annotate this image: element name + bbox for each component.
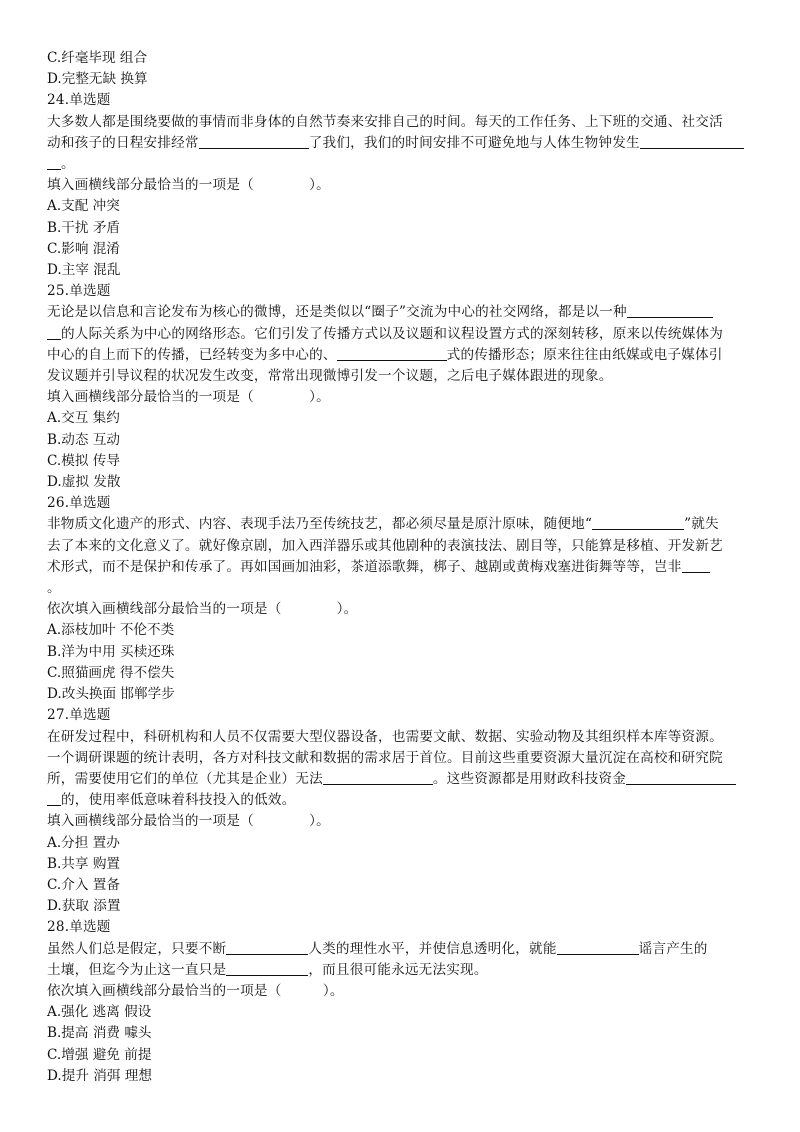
question-text-line [47, 557, 759, 578]
question-block [47, 917, 759, 1087]
answer-option: A.分担 置办 [47, 834, 120, 851]
question-text-line [47, 154, 759, 175]
option-d: D.完整无缺 换算 [47, 71, 148, 88]
answer-option: B.洋为中用 买椟还珠 [47, 643, 175, 660]
question-text-line [47, 727, 759, 748]
question-text-line [47, 366, 759, 387]
answer-option: D.获取 添置 [47, 898, 121, 915]
question-text-line [47, 769, 759, 790]
answer-option: C.增强 避免 前提 [47, 1046, 152, 1063]
fill-in-blank [323, 769, 433, 785]
previous-question-options [47, 48, 759, 90]
fill-in-blank [557, 939, 639, 955]
question-text: 无论是以信息和言论发布为核心的微博，还是类似以“圈子”交流为中心的社交网络，都是以一种 [47, 304, 627, 321]
question-header: 26.单选题 [47, 495, 111, 512]
question-text: 。 [61, 156, 75, 173]
answer-option: D.虚拟 发散 [47, 474, 121, 491]
question-header: 28.单选题 [47, 919, 111, 936]
question-text: 。 [47, 580, 61, 597]
answer-option: B.干扰 矛盾 [47, 219, 121, 236]
question-text-line [47, 790, 759, 811]
question-text: 虽然人们总是假定，只要不断 [47, 940, 227, 957]
question-text: 非物质文化遗产的形式、内容、表现手法乃至传统技艺，都必须尽量是原汁原味，随便地“ [47, 516, 593, 533]
answer-option: D.改头换面 邯郸学步 [47, 686, 175, 703]
fill-in-blank [199, 133, 309, 149]
question-block [47, 493, 759, 705]
fill-in-blank [640, 133, 744, 149]
fill-in-blank [682, 557, 710, 573]
question-text-line [47, 514, 759, 535]
answer-option: C.介入 置备 [47, 876, 120, 893]
question-text-line [47, 536, 759, 557]
question-text: 动和孩子的日程安排经常 [47, 134, 199, 151]
document-page [47, 48, 759, 1087]
fill-in-blank [226, 939, 308, 955]
question-text: 式的传播形态；原来往往由纸媒或电子媒体引 [446, 346, 723, 363]
question-prompt: 依次填入画横线部分最恰当的一项是（ ）。 [47, 601, 358, 618]
answer-option: A.交互 集约 [47, 410, 120, 427]
answer-option: D.主宰 混乱 [47, 262, 121, 279]
question-header: 25.单选题 [47, 283, 111, 300]
answer-option: A.添枝加叶 不伦不类 [47, 622, 175, 639]
question-text: 去了本来的文化意义了。就好像京剧，加入西洋器乐或其他剧种的表演技法、剧目等，只能算是移植、开发新艺 [47, 537, 723, 554]
question-text-line [47, 302, 759, 323]
question-text-line [47, 345, 759, 366]
answer-option: D.提升 消弭 理想 [47, 1067, 152, 1084]
question-text: ”就失 [684, 516, 719, 533]
question-text: 一个调研课题的统计表明，各方对科技文献和数据的需求居于首位。目前这些重要资源大量沉淀在高校和研究院 [47, 749, 723, 766]
question-text: 发议题并引导议程的状况发生改变，常常出现微博引发一个议题，之后电子媒体跟进的现象。 [47, 368, 613, 385]
answer-option: C.影响 混淆 [47, 240, 120, 257]
answer-option: B.共享 购置 [47, 855, 121, 872]
question-prompt: 依次填入画横线部分最恰当的一项是（ ）。 [47, 982, 344, 999]
fill-in-blank [592, 514, 684, 530]
fill-in-blank [626, 769, 736, 785]
answer-option: C.模拟 传导 [47, 452, 120, 469]
question-text-line [47, 578, 759, 599]
question-text: 谣言产生的 [638, 940, 708, 957]
question-block [47, 90, 759, 281]
question-text-line [47, 324, 759, 345]
question-header: 24.单选题 [47, 92, 111, 109]
question-text: 人类的理性水平，并使信息透明化，就能 [308, 940, 557, 957]
answer-option: C.照猫画虎 得不偿失 [47, 664, 175, 681]
answer-option: A.强化 逃离 假设 [47, 1004, 152, 1021]
question-text: 。这些资源都是用财政科技资金 [432, 770, 626, 787]
question-text: 在研发过程中，科研机构和人员不仅需要大型仪器设备，也需要文献、数据、实验动物及其组织样本库等资源。 [47, 728, 723, 745]
question-text: 的，使用率低意味着科技投入的低效。 [61, 792, 296, 809]
question-text-line [47, 960, 759, 981]
fill-in-blank [47, 154, 61, 170]
question-block [47, 281, 759, 493]
answer-option: A.支配 冲突 [47, 198, 120, 215]
question-text-line [47, 748, 759, 769]
question-text: 所，需要使用它们的单位（尤其是企业）无法 [47, 770, 323, 787]
question-text-line [47, 133, 759, 154]
fill-in-blank [337, 345, 447, 361]
fill-in-blank [47, 324, 61, 340]
question-prompt: 填入画横线部分最恰当的一项是（ ）。 [47, 177, 330, 194]
fill-in-blank [226, 960, 308, 976]
question-prompt: 填入画横线部分最恰当的一项是（ ）。 [47, 389, 330, 406]
question-text: 大多数人都是围绕要做的事情而非身体的自然节奏来安排自己的时间。每天的工作任务、上下班的交通、社交活 [47, 113, 723, 130]
question-list [47, 90, 759, 1087]
question-text: 术形式，而不是保护和传承了。再如国画加油彩，茶道添歌舞，梆子、越剧或黄梅戏塞进街舞等等，岂非 [47, 558, 682, 575]
answer-option: B.提高 消费 噱头 [47, 1025, 152, 1042]
question-header: 27.单选题 [47, 707, 111, 724]
question-text-line [47, 939, 759, 960]
question-text: 中心的自上而下的传播，已经转变为多中心的、 [47, 346, 337, 363]
question-text: ，而且很可能永远无法实现。 [308, 961, 488, 978]
question-prompt: 填入画横线部分最恰当的一项是（ ）。 [47, 813, 330, 830]
fill-in-blank [47, 790, 61, 806]
option-c: C.纤毫毕现 组合 [47, 50, 148, 66]
question-text: 了我们，我们的时间安排不可避免地与人体生物钟发生 [308, 134, 640, 151]
question-text: 的人际关系为中心的网络形态。它们引发了传播方式以及议题和议程设置方式的深刻转移，原来以传统媒体为 [61, 325, 724, 342]
answer-option: B.动态 互动 [47, 431, 121, 448]
question-text: 土壤，但迄今为止这一直只是 [47, 961, 227, 978]
question-text-line [47, 112, 759, 133]
question-block [47, 705, 759, 917]
fill-in-blank [627, 302, 713, 318]
